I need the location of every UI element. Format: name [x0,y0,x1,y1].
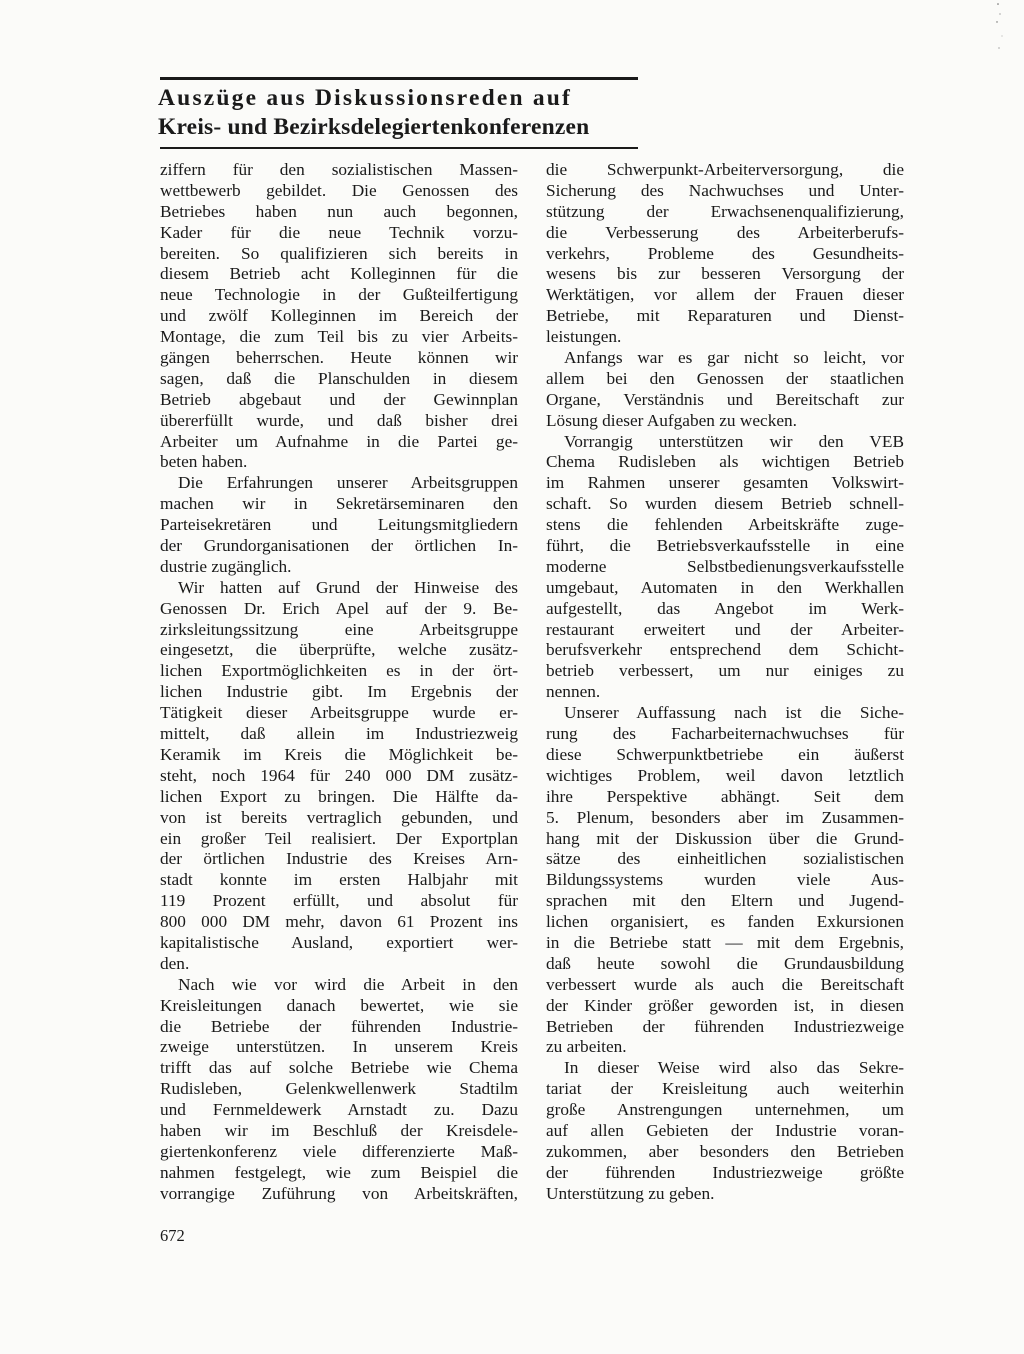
text-line: schaft. So wurden diesem Betrieb schnell- [546,494,904,514]
text-line: Wir hatten auf Grund der Hinweise des [178,577,518,597]
text-line: 800 000 DM mehr, davon 61 Prozent ins [160,912,518,932]
text-line: Genossen Dr. Erich Apel auf der 9. Be- [160,598,518,618]
text-line: Sicherung des Nachwuchses und Unter- [546,180,904,200]
text-line: nahmen festgelegt, wie zum Beispiel die [160,1162,518,1182]
text-line: stens die fehlenden Arbeitskräfte zuge- [546,515,904,535]
text-line: mittelt, daß allein im Industriezweig [160,724,518,744]
text-line: vorrangige Zuführung von Arbeitskräften, [160,1183,518,1203]
text-line: wesens bis zur besseren Versorgung der [546,264,904,284]
text-line: die Verbesserung des Arbeiterberufs- [546,222,904,242]
text-line: wichtiges Problem, weil davon letztlich [546,765,904,785]
text-line: neue Technologie in der Gußteilfertigung [160,285,518,305]
text-line: lichen Export zu bringen. Die Hälfte da- [160,786,518,806]
text-line: sätze des einheitlichen sozialistischen [546,849,904,869]
text-line: tariat der Kreisleitung auch weiterhin [546,1079,904,1099]
text-line: sagen, daß die Planschulden in diesem [160,368,518,388]
text-line: diese Schwerpunktbetriebe ein äußerst [546,744,904,764]
text-line: trifft das auf solche Betriebe wie Chema [160,1058,518,1078]
text-line: Die Erfahrungen unserer Arbeitsgruppen [178,473,518,493]
text-line: eingesetzt, die überprüfte, welche zusätz- [160,640,518,660]
text-line: Lösung dieser Aufgaben zu wecken. [546,410,797,430]
text-line: Rudisleben, Gelenkwellenwerk Stadtilm [160,1079,518,1099]
text-line: Chema Rudisleben als wichtigen Betrieb [546,452,904,472]
text-line: allem bei den Genossen der staatlichen [546,368,904,388]
text-line: Organe, Verständnis und Bereitschaft zur [546,389,904,409]
text-line: und Fernmeldewerk Arnstadt zu. Dazu [160,1100,518,1120]
text-line: Betriebes haben nun auch begonnen, [160,201,518,221]
text-line: die Betriebe der führenden Industrie- [160,1016,518,1036]
text-line: große Anstrengungen unternehmen, um [546,1100,904,1120]
text-line: stadt konnte im ersten Halbjahr mit [160,870,518,890]
text-line: lichen Exportmöglichkeiten es in der ört- [160,661,518,681]
text-line: Betriebe, mit Reparaturen und Dienst- [546,306,904,326]
text-line: hang mit der Diskussion über die Grund- [546,828,904,848]
text-line: machen wir in Sekretärseminaren den [160,494,518,514]
text-line: kapitalistische Ausland, exportiert wer- [160,932,518,952]
text-line: umgebaut, Automaten in den Werkhallen [546,577,904,597]
text-line: betrieb verbessert, um nur einiges zu [546,661,904,681]
text-line: giertenkonferenz viele differenzierte Maß- [160,1141,518,1161]
text-line: ein großer Teil realisiert. Der Exportplan [160,828,518,848]
text-line: den. [160,953,190,973]
text-line: nennen. [546,682,601,702]
text-line: zweige unterstützen. In unserem Kreis [160,1037,518,1057]
heading-top-rule [160,77,638,80]
text-line: Anfangs war es gar nicht so leicht, vor [564,348,904,368]
text-line: rung des Facharbeiternachwuchses für [546,724,904,744]
text-line: der örtlichen Industrie des Kreises Arn- [160,849,518,869]
text-line: Bildungssystems wurden viele Aus- [546,870,904,890]
text-line: In dieser Weise wird also das Sekre- [564,1058,904,1078]
text-line: Betrieben der führenden Industriezweige [546,1016,904,1036]
text-line: Tätigkeit dieser Arbeitsgruppe wurde er- [160,703,518,723]
text-line: Parteisekretären und Leitungsmitgliedern [160,515,518,535]
text-line: lichen organisiert, es fanden Exkursionen [546,912,904,932]
text-line: auf allen Gebieten der Industrie voran- [546,1120,904,1140]
text-line: diesem Betrieb acht Kolleginnen für die [160,264,518,284]
left-text-column [160,160,518,1205]
text-line: ziffern für den sozialistischen Massen- [160,160,518,179]
text-line: der führenden Industriezweige größte [546,1162,904,1182]
text-line: Vorrangig unterstützen wir den VEB [564,431,904,451]
text-line: steht, noch 1964 für 240 000 DM zusätz- [160,765,518,785]
page-number: 672 [160,1226,185,1245]
text-line: Kader für die neue Technik vorzu- [160,222,518,242]
article-heading [158,84,648,142]
text-line: berufsverkehr entsprechend dem Schicht- [546,640,904,660]
text-line: wettbewerb gebildet. Die Genossen des [160,180,518,200]
text-line: 5. Plenum, besonders aber im Zusammen- [546,807,904,827]
text-line: zu arbeiten. [546,1037,627,1057]
text-line: der Kinder größer geworden ist, in diesen [546,995,904,1015]
right-text-column [546,160,904,1205]
text-line: haben wir im Beschluß der Kreisdele- [160,1120,518,1140]
text-line: Werktätigen, vor allem der Frauen dieser [546,285,904,305]
text-line: der Grundorganisationen der örtlichen In- [160,536,518,556]
text-line: die Schwerpunkt-Arbeiterversorgung, die [546,160,904,179]
text-line: und zwölf Kolleginnen im Bereich der [160,306,518,326]
heading-line-2: Kreis- und Bezirksdelegiertenkonferenzen [158,114,590,140]
text-line: zukommen, aber besonders den Betrieben [546,1141,904,1161]
text-line: Unterstützung zu geben. [546,1183,715,1203]
text-line: daß heute sowohl die Grundausbildung [546,953,904,973]
text-line: aufgestellt, das Angebot im Werk- [546,598,904,618]
text-line: Unserer Auffassung nach ist die Siche- [564,703,904,723]
text-line: Montage, die zum Teil bis zu vier Arbeits- [160,327,518,347]
text-line: restaurant erweitert und der Arbeiter- [546,619,904,639]
text-line: Nach wie vor wird die Arbeit in den [178,974,518,994]
text-line: Keramik im Kreis die Möglichkeit be- [160,744,518,764]
text-line: führt, die Betriebsverkaufsstelle in eine [546,536,904,556]
text-line: Betrieb abgebaut und der Gewinnplan [160,389,518,409]
text-line: lichen Industrie gibt. Im Ergebnis der [160,682,518,702]
text-line: zirksleitungssitzung eine Arbeitsgruppe [160,619,518,639]
text-line: in die Betriebe statt — mit dem Ergebnis, [546,932,904,952]
heading-line-1: Auszüge aus Diskussionsreden auf [158,85,573,111]
text-line: übererfüllt wurde, und daß bisher drei [160,410,518,430]
text-line: Kreisleitungen danach bewertet, wie sie [160,995,518,1015]
text-line: verkehrs, Probleme des Gesundheits- [546,243,904,263]
text-line: beten haben. [160,452,248,472]
text-line: sprachen mit den Eltern und Jugend- [546,891,904,911]
scan-specks-decoration [988,0,1018,60]
text-line: Arbeiter um Aufnahme in die Partei ge- [160,431,518,451]
text-line: im Rahmen unserer gesamten Volkswirt- [546,473,904,493]
text-line: gängen beherrschen. Heute können wir [160,348,518,368]
text-line: ihre Perspektive abhängt. Seit dem [546,786,904,806]
text-line: stützung der Erwachsenenqualifizierung, [546,201,904,221]
text-line: moderne Selbstbedienungsverkaufsstelle [546,556,904,576]
text-line: leistungen. [546,327,622,347]
text-line: bereiten. So qualifizieren sich bereits in [160,243,518,263]
text-line: verbessert wurde als auch die Bereitschaft [546,974,904,994]
text-line: dustrie zugänglich. [160,556,292,576]
text-line: 119 Prozent erfüllt, und absolut für [160,891,518,911]
heading-bottom-rule [160,147,638,149]
text-line: von ist bereits vertraglich gebunden, und [160,807,518,827]
